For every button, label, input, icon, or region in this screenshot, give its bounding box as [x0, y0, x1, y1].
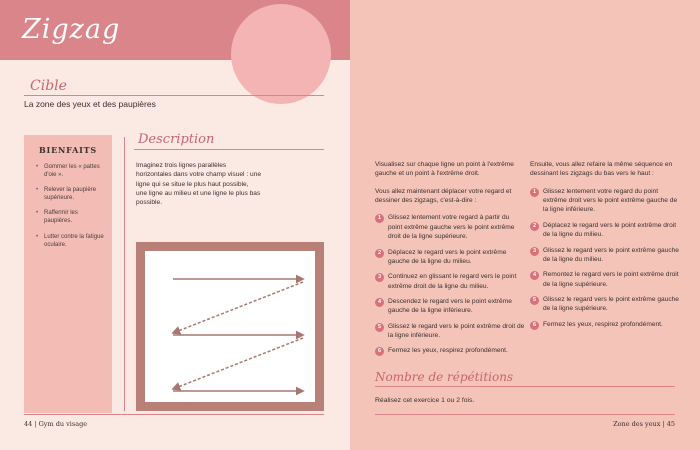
step-text: Déplacez le regard vers le point extrême droit de la ligne du milieu. — [543, 221, 677, 239]
step-text: Remontez le regard vers le point extrême droit de la ligne supérieure. — [543, 271, 679, 288]
step-number-badge: 6 — [530, 321, 539, 330]
footer-rule — [24, 414, 324, 415]
step-text: Glissez lentement votre regard à partir du point extrême gauche vers le point extrême droit de la ligne supérieure. — [388, 214, 515, 241]
step-text: Glissez le regard vers le point extrême droit de la ligne inférieure. — [388, 322, 525, 340]
step-item — [375, 297, 525, 316]
step-text: Glissez lentement votre regard du point extrême droit vers le point extrême gauche de la ligne inférieure. — [543, 187, 678, 214]
step-item — [530, 320, 680, 329]
repetitions-text: Réalisez cet exercice 1 ou 2 fois. — [375, 397, 475, 404]
description-heading: Description — [138, 132, 215, 147]
benefit-text: Gommer les « pattes d'oie ». — [44, 164, 100, 179]
page-number-left: 44 | Gym du visage — [24, 420, 88, 428]
step-number-badge: 5 — [530, 296, 539, 305]
bullet-icon: • — [36, 210, 39, 217]
step-number-badge: 3 — [375, 273, 384, 282]
benefits-heading: BIENFAITS — [38, 145, 97, 155]
decorative-circle — [231, 4, 331, 104]
step-number-badge: 2 — [375, 249, 384, 258]
benefit-item — [36, 163, 106, 179]
step-item — [530, 246, 680, 265]
target-rule — [24, 95, 324, 96]
zigzag-diagram-canvas — [145, 251, 315, 402]
target-text: La zone des yeux et des paupières — [24, 99, 156, 109]
benefit-item — [36, 209, 106, 225]
page-number-right: Zone des yeux | 45 — [613, 420, 675, 428]
intro-text: Ensuite, vous allez refaire la même séquence en dessinant les zigzags du bas vers le haut : — [530, 161, 673, 178]
footer-rule — [375, 414, 675, 415]
column-divider — [124, 137, 125, 411]
step-item — [530, 295, 680, 314]
step-number-badge: 4 — [530, 271, 539, 280]
instructions-column-a — [375, 160, 525, 362]
benefit-item — [36, 233, 106, 249]
step-item — [375, 346, 525, 355]
diagonal-arrow-2 — [173, 338, 303, 389]
bullet-icon: • — [36, 187, 39, 194]
repetitions-heading: Nombre de répétitions — [375, 370, 514, 384]
benefit-text: Raffermir les paupières. — [44, 210, 78, 225]
description-rule — [134, 149, 324, 150]
benefit-item — [36, 186, 106, 202]
chapter-title: Zigzag — [22, 14, 121, 45]
step-item — [530, 187, 680, 215]
step-text: Glissez le regard vers le point extrême gauche de la ligne du milieu. — [543, 246, 679, 263]
step-text: Déplacez le regard vers le point extrême gauche de la ligne du milieu. — [388, 248, 507, 265]
step-text: Descendez le regard vers le point extrême gauche de la ligne inférieure. — [388, 297, 512, 315]
step-item — [375, 322, 525, 341]
benefit-text: Lutter contre la fatigue oculaire. — [44, 233, 104, 248]
step-number-badge: 3 — [530, 247, 539, 256]
step-item — [530, 270, 680, 289]
step-item — [375, 272, 525, 291]
step-number-badge: 2 — [530, 222, 539, 231]
zigzag-illustration — [145, 251, 315, 402]
instructions-column-b — [530, 160, 680, 335]
bullet-icon: • — [36, 233, 39, 240]
step-text: Continuez en glissant le regard vers le point extrême droit de la ligne du milieu. — [388, 273, 517, 290]
step-text: Glissez le regard vers le point extrême gauche de la ligne supérieure. — [543, 295, 679, 313]
step-number-badge: 4 — [375, 298, 384, 307]
description-text: Imaginez trois lignes parallèles horizontales dans votre champ visuel : une ligne qui se situe le plus haut possible, une ligne au milieu et une ligne le plus bas possible. — [136, 162, 261, 207]
step-item — [375, 248, 525, 267]
step-text: Fermez les yeux, respirez profondément. — [543, 320, 663, 328]
step-number-badge: 1 — [530, 188, 539, 197]
step-text: Fermez les yeux, respirez profondément. — [388, 347, 508, 355]
intro-text: Visualisez sur chaque ligne un point à l'extrême gauche et un point à l'extrême droit. — [375, 161, 514, 178]
step-number-badge: 1 — [375, 214, 384, 223]
repetitions-rule — [375, 386, 675, 387]
step-item — [530, 221, 680, 240]
step-number-badge: 6 — [375, 347, 384, 356]
bullet-icon: • — [36, 164, 39, 170]
benefit-text: Relever la paupière supérieure. — [44, 187, 97, 202]
step-number-badge: 5 — [375, 323, 384, 332]
step-item — [375, 213, 525, 241]
benefits-sidebar — [24, 135, 112, 413]
right-page — [350, 0, 700, 450]
zigzag-diagram — [136, 242, 324, 411]
intro-text: Vous allez maintenant déplacer votre regard et dessiner des zigzags, c'est-à-dire : — [375, 187, 512, 205]
target-heading: Cible — [30, 78, 67, 94]
diagonal-arrow-1 — [173, 282, 303, 333]
